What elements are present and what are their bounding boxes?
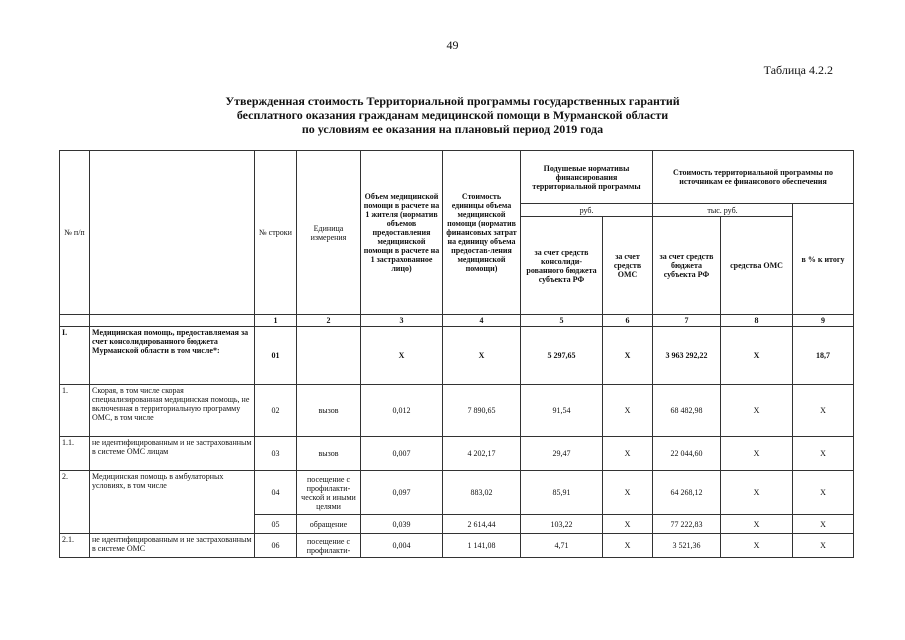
row-c5: 5 297,65: [521, 327, 603, 385]
colnum: 4: [443, 315, 521, 327]
title-line: по условиям ее оказания на плановый период 2019 года: [301, 122, 604, 136]
header-per-capita-unit: руб.: [521, 204, 653, 217]
table-reference: Таблица 4.2.2: [763, 63, 833, 77]
row-c8: X: [721, 534, 793, 558]
row-c6: X: [603, 385, 653, 437]
row-c7: 77 222,83: [653, 515, 721, 534]
row-c3: X: [361, 327, 443, 385]
row-line: 01: [255, 327, 297, 385]
row-c4: 4 202,17: [443, 437, 521, 471]
row-c6: X: [603, 471, 653, 515]
header-col9: в % к итогу: [793, 204, 854, 315]
row-c5: 29,47: [521, 437, 603, 471]
row-c8: X: [721, 327, 793, 385]
header-cost: Стоимость единицы объема медицинской помощи (норматив финансовых затрат на единицу объема предостав-ления медицинской помощи): [443, 151, 521, 315]
row-unit: [297, 327, 361, 385]
header-line: № строки: [255, 151, 297, 315]
row-name: не идентифицированным и не застрахованным в системе ОМС: [90, 534, 255, 558]
row-np: 1.: [60, 385, 90, 437]
header-name: [90, 151, 255, 315]
colnum: 9: [793, 315, 854, 327]
row-c9: X: [793, 437, 854, 471]
row-c6: X: [603, 515, 653, 534]
row-c6: X: [603, 534, 653, 558]
row-np: 1.1.: [60, 437, 90, 471]
header-col7: за счет средств бюджета субъекта РФ: [653, 217, 721, 315]
row-c4: 883,02: [443, 471, 521, 515]
row-c3: 0,004: [361, 534, 443, 558]
row-name: Медицинская помощь в амбулаторных условиях, в том числе: [90, 471, 255, 534]
row-c7: 22 044,60: [653, 437, 721, 471]
row-line: 03: [255, 437, 297, 471]
page-number: 49: [446, 38, 459, 52]
table-row: [60, 327, 854, 385]
row-c4: 2 614,44: [443, 515, 521, 534]
row-c9: X: [793, 534, 854, 558]
row-c8: X: [721, 437, 793, 471]
colnum: 8: [721, 315, 793, 327]
row-c3: 0,097: [361, 471, 443, 515]
header-sources-unit: тыс. руб.: [653, 204, 793, 217]
row-c9: X: [793, 471, 854, 515]
row-c8: X: [721, 471, 793, 515]
row-c7: 3 521,36: [653, 534, 721, 558]
colnum: 6: [603, 315, 653, 327]
row-c7: 3 963 292,22: [653, 327, 721, 385]
title-line: Утвержденная стоимость Территориальной программы государственных гарантий: [225, 94, 680, 108]
row-c5: 85,91: [521, 471, 603, 515]
document-title: [0, 94, 905, 136]
row-c8: X: [721, 515, 793, 534]
title-line: бесплатного оказания гражданам медицинской помощи в Мурманской области: [236, 108, 669, 122]
row-unit: обращение: [297, 515, 361, 534]
row-c5: 4,71: [521, 534, 603, 558]
row-c3: 0,007: [361, 437, 443, 471]
row-np: I.: [60, 327, 90, 385]
row-c7: 64 268,12: [653, 471, 721, 515]
table-row: [60, 385, 854, 437]
header-per-capita: Подушевые нормативы финансирования территориальной программы: [521, 151, 653, 204]
row-c4: 1 141,08: [443, 534, 521, 558]
row-unit: посещение с профилакти-: [297, 534, 361, 558]
row-c3: 0,012: [361, 385, 443, 437]
table-row: [60, 471, 854, 515]
colnum: 7: [653, 315, 721, 327]
row-c7: 68 482,98: [653, 385, 721, 437]
header-unit: Единица измерения: [297, 151, 361, 315]
table-row: [60, 534, 854, 558]
header-sources: Стоимость территориальной программы по источникам ее финансового обеспечения: [653, 151, 854, 204]
row-name: Скорая, в том числе скорая специализированная медицинская помощь, не включенная в территориальную программу ОМС, в том числе: [90, 385, 255, 437]
colnum-blank: [60, 315, 90, 327]
colnum: 5: [521, 315, 603, 327]
row-c9: X: [793, 515, 854, 534]
row-line: 06: [255, 534, 297, 558]
row-name: не идентифицированным и не застрахованным в системе ОМС лицам: [90, 437, 255, 471]
header-np: № п/п: [60, 151, 90, 315]
row-np: 2.1.: [60, 534, 90, 558]
row-c5: 103,22: [521, 515, 603, 534]
row-c6: X: [603, 327, 653, 385]
colnum: 3: [361, 315, 443, 327]
row-unit: вызов: [297, 437, 361, 471]
row-unit: вызов: [297, 385, 361, 437]
row-line: 02: [255, 385, 297, 437]
row-line: 04: [255, 471, 297, 515]
row-c6: X: [603, 437, 653, 471]
row-c5: 91,54: [521, 385, 603, 437]
row-c3: 0,039: [361, 515, 443, 534]
header-col5: за счет средств консолиди-рованного бюджета субъекта РФ: [521, 217, 603, 315]
row-line: 05: [255, 515, 297, 534]
cost-table: [59, 150, 854, 558]
header-volume: Объем медицинской помощи в расчете на 1 жителя (норматив объемов предоставления медицинской помощи в расчете на 1 застрахованное лицо): [361, 151, 443, 315]
row-c4: 7 890,65: [443, 385, 521, 437]
colnum: 1: [255, 315, 297, 327]
colnum: 2: [297, 315, 361, 327]
row-name: Медицинская помощь, предоставляемая за счет консолидированного бюджета Мурманской области в том числе*:: [90, 327, 255, 385]
row-c4: X: [443, 327, 521, 385]
row-unit: посещение с профилакти-ческой и иными целями: [297, 471, 361, 515]
header-col6: за счет средств ОМС: [603, 217, 653, 315]
row-np: 2.: [60, 471, 90, 534]
row-c9: 18,7: [793, 327, 854, 385]
row-c8: X: [721, 385, 793, 437]
header-col8: средства ОМС: [721, 217, 793, 315]
table-row: [60, 437, 854, 471]
row-c9: X: [793, 385, 854, 437]
colnum-blank: [90, 315, 255, 327]
